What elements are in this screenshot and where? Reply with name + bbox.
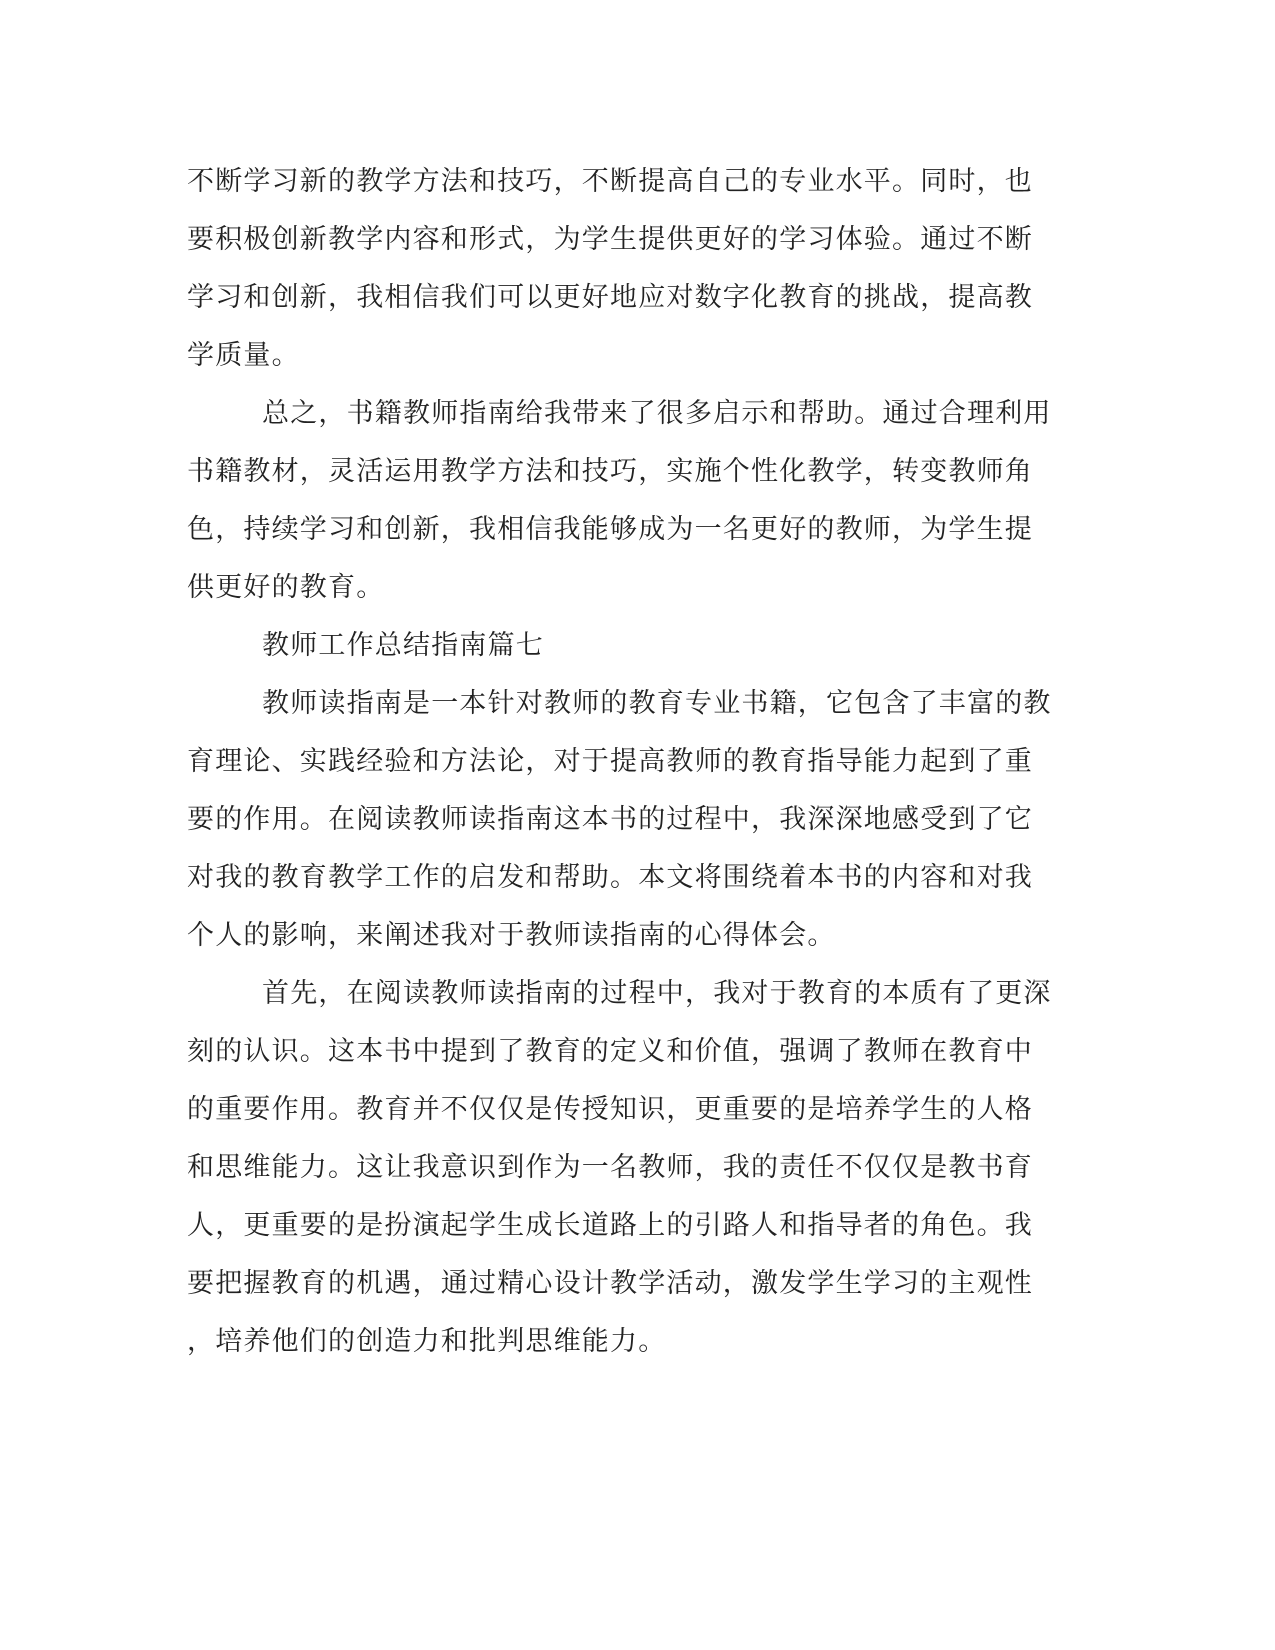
text-line: 色，持续学习和创新，我相信我能够成为一名更好的教师，为学生提 <box>187 514 1033 545</box>
text-line: 和思维能力。这让我意识到作为一名教师，我的责任不仅仅是教书育 <box>187 1152 1033 1183</box>
text-line: 育理论、实践经验和方法论，对于提高教师的教育指导能力起到了重 <box>187 746 1033 777</box>
text-line: 学质量。 <box>187 340 300 371</box>
section-heading: 教师工作总结指南篇七 <box>262 630 544 661</box>
text-line: 不断学习新的教学方法和技巧，不断提高自己的专业水平。同时，也 <box>187 166 1033 197</box>
text-line: 书籍教材，灵活运用教学方法和技巧，实施个性化教学，转变教师角 <box>187 456 1033 487</box>
text-line: ，培养他们的创造力和批判思维能力。 <box>187 1326 667 1357</box>
text-line: 刻的认识。这本书中提到了教育的定义和价值，强调了教师在教育中 <box>187 1036 1033 1067</box>
text-line: 供更好的教育。 <box>187 572 385 603</box>
text-line: 的重要作用。教育并不仅仅是传授知识，更重要的是培养学生的人格 <box>187 1094 1033 1125</box>
text-line: 个人的影响，来阐述我对于教师读指南的心得体会。 <box>187 920 836 951</box>
text-line: 总之，书籍教师指南给我带来了很多启示和帮助。通过合理利用 <box>262 398 1052 429</box>
text-line: 首先，在阅读教师读指南的过程中，我对于教育的本质有了更深 <box>262 978 1052 1009</box>
text-line: 要把握教育的机遇，通过精心设计教学活动，激发学生学习的主观性 <box>187 1268 1033 1299</box>
text-line: 教师读指南是一本针对教师的教育专业书籍，它包含了丰富的教 <box>262 688 1052 719</box>
text-line: 人，更重要的是扮演起学生成长道路上的引路人和指导者的角色。我 <box>187 1210 1033 1241</box>
text-line: 学习和创新，我相信我们可以更好地应对数字化教育的挑战，提高教 <box>187 282 1033 313</box>
text-line: 要积极创新教学内容和形式，为学生提供更好的学习体验。通过不断 <box>187 224 1033 255</box>
text-line: 要的作用。在阅读教师读指南这本书的过程中，我深深地感受到了它 <box>187 804 1033 835</box>
text-line: 对我的教育教学工作的启发和帮助。本文将围绕着本书的内容和对我 <box>187 862 1033 893</box>
